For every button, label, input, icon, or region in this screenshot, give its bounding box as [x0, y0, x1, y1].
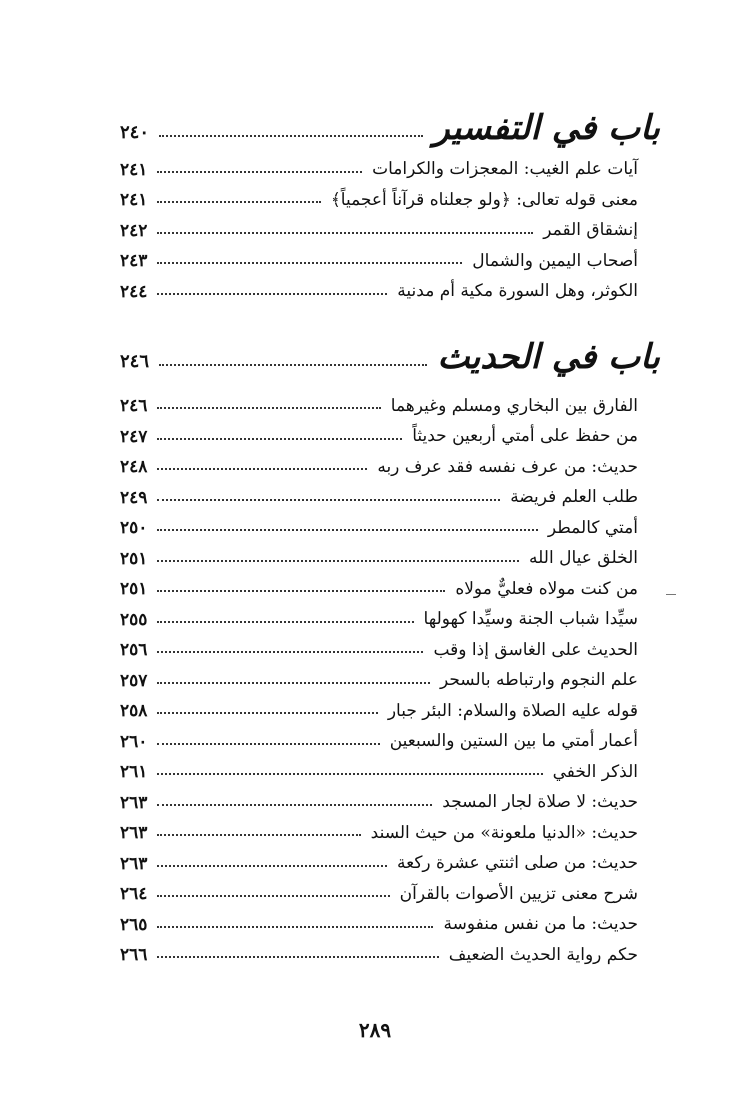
- toc-entry: [120, 180, 660, 211]
- toc-entry-label: أصحاب اليمين والشمال: [472, 250, 638, 271]
- toc-entry-page: ٢٥٥: [120, 609, 148, 630]
- toc-list-tafsir: [120, 149, 660, 302]
- toc-entry-label: آيات علم الغيب: المعجزات والكرامات: [372, 159, 638, 180]
- dot-leader: [157, 590, 445, 592]
- section-page-number: ٢٤٠: [120, 122, 150, 143]
- toc-entry: [120, 599, 660, 630]
- dot-leader: [157, 712, 377, 714]
- section-heading-tafsir: [120, 95, 660, 148]
- toc-entry-page: ٢٦٣: [120, 853, 148, 874]
- toc-entry-label: الذكر الخفي: [552, 761, 638, 782]
- dot-leader: [157, 834, 360, 836]
- toc-entry-page: ٢٤٩: [120, 487, 148, 508]
- toc-entry-page: ٢٥٧: [120, 670, 148, 691]
- toc-entry-page: ٢٤٧: [120, 426, 148, 447]
- toc-entry: [120, 691, 660, 722]
- toc-entry-page: ٢٤١: [120, 159, 148, 180]
- toc-entry-label: من كنت مولاه فعليٌّ مولاه: [455, 578, 638, 599]
- dot-leader: [157, 468, 367, 470]
- toc-entry: [120, 752, 660, 783]
- dot-leader: [157, 773, 542, 775]
- toc-entry-label: حديث: لا صلاة لجار المسجد: [442, 792, 638, 813]
- toc-entry: [120, 904, 660, 935]
- toc-entry: [120, 386, 660, 417]
- toc-entry: [120, 630, 660, 661]
- toc-entry: [120, 721, 660, 752]
- dot-leader: [157, 499, 500, 501]
- dot-leader: [157, 895, 389, 897]
- toc-entry: [120, 843, 660, 874]
- toc-entry-page: ٢٦٦: [120, 945, 148, 965]
- toc-entry-label: حديث: من صلى اثنتي عشرة ركعة: [397, 853, 638, 874]
- toc-entry-page: ٢٤٦: [120, 396, 148, 416]
- toc-entry-label: سيِّدا شباب الجنة وسيِّدا كهولها: [423, 609, 638, 630]
- dot-leader: [157, 651, 423, 653]
- dot-leader: [157, 743, 379, 745]
- dot-leader: [157, 232, 533, 234]
- toc-entry-page: ٢٥١: [120, 579, 148, 599]
- toc-entry-page: ٢٦٤: [120, 884, 148, 904]
- dot-leader: [157, 529, 537, 531]
- toc-entry-label: حديث: ما من نفس منفوسة: [443, 914, 638, 935]
- toc-entry-label: طلب العلم فريضة: [510, 487, 638, 508]
- dot-leader: [157, 621, 413, 623]
- section-heading-hadith: [120, 324, 660, 377]
- toc-entry: [120, 149, 660, 180]
- dot-leader: [157, 262, 462, 264]
- toc-entry-page: ٢٦٠: [120, 731, 148, 752]
- margin-mark: [666, 594, 676, 595]
- dot-leader: [157, 560, 519, 562]
- dot-leader: [157, 956, 438, 958]
- toc-entry-page: ٢٦٥: [120, 914, 148, 935]
- toc-entry-label: من حفظ على أمتي أربعين حديثاً: [412, 426, 638, 447]
- toc-entry: [120, 447, 660, 478]
- toc-entry: [120, 508, 660, 539]
- toc-entry-label: حديث: من عرف نفسه فقد عرف ربه: [377, 456, 638, 477]
- toc-entry: [120, 210, 660, 241]
- toc-entry-page: ٢٤٣: [120, 251, 148, 271]
- page-number: ٢٨٩: [358, 1018, 392, 1042]
- section-page-number: ٢٤٦: [120, 350, 150, 372]
- dot-leader: [159, 135, 423, 137]
- toc-entry-page: ٢٦٣: [120, 792, 148, 813]
- toc-entry-label: الحديث على الغاسق إذا وقب: [433, 639, 638, 660]
- toc-entry: [120, 271, 660, 302]
- dot-leader: [157, 201, 320, 203]
- toc-entry-label: معنى قوله تعالى: ﴿ولو جعلناه قرآناً أعجمياً﴾: [330, 189, 638, 210]
- dot-leader: [157, 293, 387, 295]
- toc-entry: [120, 660, 660, 691]
- toc-entry-label: قوله عليه الصلاة والسلام: البئر جبار: [387, 700, 638, 721]
- toc-list-hadith: [120, 386, 660, 966]
- dot-leader: [157, 926, 433, 928]
- toc-entry-label: الفارق بين البخاري ومسلم وغيرهما: [390, 395, 638, 416]
- dot-leader: [159, 364, 427, 366]
- toc-entry-page: ٢٤٢: [120, 220, 148, 241]
- toc-entry-label: أمتي كالمطر: [547, 517, 638, 538]
- toc-entry-label: إنشقاق القمر: [543, 220, 638, 241]
- dot-leader: [157, 682, 430, 684]
- toc-entry-page: ٢٥٦: [120, 640, 148, 660]
- dot-leader: [157, 865, 387, 867]
- dot-leader: [157, 171, 362, 173]
- table-of-contents: [120, 95, 660, 965]
- toc-entry-label: حديث: «الدنيا ملعونة» من حيث السند: [370, 822, 638, 843]
- toc-entry: [120, 569, 660, 600]
- toc-entry-page: ٢٦٣: [120, 823, 148, 843]
- toc-entry-page: ٢٤١: [120, 190, 148, 210]
- toc-entry: [120, 416, 660, 447]
- toc-entry-label: علم النجوم وارتباطه بالسحر: [439, 670, 638, 691]
- toc-entry: [120, 782, 660, 813]
- toc-entry-label: أعمار أمتي ما بين الستين والسبعين: [389, 731, 638, 752]
- toc-entry: [120, 813, 660, 844]
- toc-entry-page: ٢٤٨: [120, 457, 148, 477]
- toc-entry-label: الكوثر، وهل السورة مكية أم مدنية: [397, 281, 638, 302]
- dot-leader: [157, 407, 380, 409]
- section-title: باب في التفسير: [433, 108, 660, 148]
- toc-entry: [120, 874, 660, 905]
- toc-entry: [120, 241, 660, 272]
- toc-entry-page: ٢٥١: [120, 548, 148, 569]
- toc-entry: [120, 538, 660, 569]
- toc-entry-page: ٢٥٨: [120, 701, 148, 721]
- toc-entry-page: ٢٦١: [120, 762, 148, 782]
- dot-leader: [157, 438, 402, 440]
- toc-entry-page: ٢٥٠: [120, 518, 148, 538]
- toc-entry-page: ٢٤٤: [120, 281, 148, 302]
- dot-leader: [157, 804, 432, 806]
- section-title: باب في الحديث: [437, 336, 660, 377]
- toc-entry-label: حكم رواية الحديث الضعيف: [448, 944, 638, 965]
- toc-entry-label: شرح معنى تزيين الأصوات بالقرآن: [399, 883, 638, 904]
- toc-entry: [120, 935, 660, 966]
- toc-entry: [120, 477, 660, 508]
- toc-entry-label: الخلق عيال الله: [529, 548, 638, 569]
